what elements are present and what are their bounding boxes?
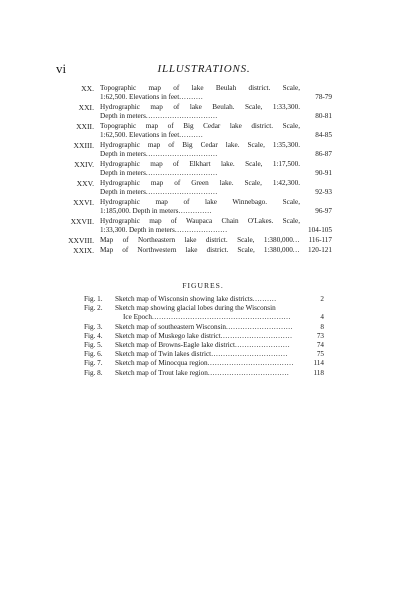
plate-entry (64, 179, 332, 197)
figure-caption: Sketch map of Wisconsin showing lake districts.......... (115, 295, 277, 303)
dot-leader: .............................. (220, 331, 293, 340)
plate-number: XXIV. (74, 160, 94, 169)
caption-line-2: Ice Epoch.......................................................... (123, 313, 291, 322)
plate-caption (100, 160, 300, 178)
plate-caption (100, 217, 300, 235)
caption-line-1: Topographic map of Big Cedar lake district. Scale, (100, 122, 300, 130)
figure-entry (84, 359, 324, 368)
plate-entry (64, 217, 332, 235)
figure-caption: Sketch map of Minocqua region.................................... (115, 359, 294, 368)
figure-entry (84, 369, 324, 378)
plate-caption (100, 84, 300, 102)
plate-caption (100, 179, 300, 197)
page-header (56, 62, 352, 76)
dot-leader: .................................. (207, 368, 290, 377)
plate-page: 104-105 (308, 226, 332, 234)
plate-page: 90-91 (315, 169, 332, 177)
caption-line-2: 1:33,300. Depth in meters...................... (100, 226, 228, 234)
plate-entry (64, 141, 332, 159)
plate-number: XXV. (76, 179, 94, 188)
caption-line-1: Hydrographic map of Waupaca Chain O'Lakes. Scale, (100, 217, 300, 225)
plate-entry (64, 160, 332, 178)
caption-line-2: Depth in meters.............................. (100, 150, 218, 158)
figure-label: Fig. 8. (84, 368, 103, 377)
caption-line: Map of Northeastern lake district. Scale, 1:380,000... (100, 236, 300, 244)
figure-page: 74 (316, 341, 324, 350)
plate-number: XXVI. (73, 198, 94, 207)
figure-entry (84, 341, 324, 350)
plate-entry (64, 84, 332, 102)
plate-caption (100, 122, 300, 140)
figure-caption: Sketch map of Twin lakes district................................ (115, 350, 288, 359)
figure-page: 73 (316, 331, 324, 340)
dot-leader: ... (292, 236, 300, 244)
figure-caption: Sketch map of Muskego lake district.............................. (115, 331, 293, 340)
plate-entry (64, 103, 332, 121)
figure-entry (84, 295, 324, 304)
dot-leader: .......... (179, 131, 204, 139)
plate-caption (100, 198, 300, 216)
figure-label: Fig. 1. (84, 295, 103, 303)
figure-entry (84, 304, 324, 322)
figure-page: 114 (313, 359, 324, 368)
caption-line-2: Depth in meters.............................. (100, 188, 218, 196)
figures-list (84, 295, 324, 378)
dot-leader: ... (292, 246, 300, 254)
plate-entry (64, 122, 332, 140)
plate-page: 86-87 (315, 150, 332, 158)
dot-leader: .......................................................... (151, 313, 291, 322)
plate-page: 78-79 (315, 93, 332, 101)
plate-number: XXI. (78, 103, 94, 112)
plate-number: XX. (81, 84, 94, 93)
plate-page: 120-121 (308, 246, 332, 254)
page-number: vi (56, 61, 67, 76)
plate-caption (100, 236, 300, 245)
caption-line-1: Hydrographic map of Elkhart lake. Scale, 1:17,500. (100, 160, 300, 168)
figure-page: 2 (320, 295, 324, 303)
dot-leader: .......... (252, 295, 277, 303)
figure-label: Fig. 3. (84, 322, 103, 331)
plate-page: 96-97 (315, 207, 332, 215)
figure-entry (84, 332, 324, 341)
dot-leader: .............................. (145, 169, 218, 177)
plate-number: XXVIII. (68, 236, 94, 245)
caption-line-1: Sketch map showing glacial lobes during the Wisconsin (115, 304, 276, 313)
plate-entry (64, 236, 332, 245)
figure-label: Fig. 2. (84, 304, 103, 313)
plate-entry (64, 198, 332, 216)
dot-leader: .............................. (145, 150, 218, 158)
caption-line-2: Depth in meters.............................. (100, 169, 218, 177)
dot-leader: .............................. (145, 188, 218, 196)
dot-leader: ...................... (174, 226, 228, 234)
caption-line-2: 1:62,500. Elevations in feet.......... (100, 93, 204, 101)
plate-number: XXIX. (73, 246, 94, 255)
running-title: ILLUSTRATIONS. (157, 63, 251, 75)
caption-line-1: Hydrographic map of lake Beulah. Scale, 1:33,300. (100, 103, 300, 111)
figure-page: 8 (320, 322, 324, 331)
figure-caption: Sketch map of Browns-Eagle lake district....................... (115, 341, 291, 350)
dot-leader: ............................ (225, 322, 294, 331)
dot-leader: .............................. (145, 112, 218, 120)
figure-label: Fig. 7. (84, 359, 103, 368)
caption-line-1: Topographic map of lake Beulah district. Scale, (100, 84, 300, 92)
caption-line-1: Hydrographic map of lake Winnebago. Scale, (100, 198, 300, 206)
plate-page: 116-117 (308, 236, 332, 244)
figure-caption (115, 304, 304, 322)
dot-leader: .................................... (207, 359, 294, 368)
plate-caption (100, 246, 300, 255)
plate-entry (64, 246, 332, 255)
figures-heading: FIGURES. (182, 281, 224, 290)
figure-page: 118 (313, 368, 324, 377)
caption-line-1: Hydrographic map of Green lake. Scale, 1:42,300. (100, 179, 300, 187)
dot-leader: ................................ (211, 350, 288, 359)
figure-page: 4 (320, 313, 324, 322)
figure-entry (84, 350, 324, 359)
figure-entry (84, 323, 324, 332)
plate-number: XXII. (76, 122, 94, 131)
plate-page: 80-81 (315, 112, 332, 120)
caption-line-2: 1:62,500. Elevations in feet.......... (100, 131, 204, 139)
caption-line-1: Hydrographic map of Big Cedar lake. Scale, 1:35,300. (100, 141, 300, 149)
figure-page: 75 (316, 350, 324, 359)
figure-caption: Sketch map of southeastern Wisconsin............................ (115, 322, 294, 331)
caption-line-2: 1:185,000. Depth in meters.............. (100, 207, 213, 215)
figure-label: Fig. 4. (84, 331, 103, 340)
plate-number: XXVII. (70, 217, 94, 226)
dot-leader: ....................... (234, 341, 291, 350)
plate-caption (100, 103, 300, 121)
figure-label: Fig. 6. (84, 350, 103, 359)
dot-leader: .......... (179, 93, 204, 101)
plate-number: XXIII. (73, 141, 94, 150)
dot-leader: .............. (178, 207, 213, 215)
caption-line: Map of Northwestern lake district. Scale, 1:380,000... (100, 246, 300, 254)
caption-line-2: Depth in meters.............................. (100, 112, 218, 120)
plate-page: 92-93 (315, 188, 332, 196)
plate-caption (100, 141, 300, 159)
figure-caption: Sketch map of Trout lake region.................................. (115, 368, 290, 377)
plates-list (64, 84, 332, 256)
plate-page: 84-85 (315, 131, 332, 139)
figure-label: Fig. 5. (84, 341, 103, 350)
